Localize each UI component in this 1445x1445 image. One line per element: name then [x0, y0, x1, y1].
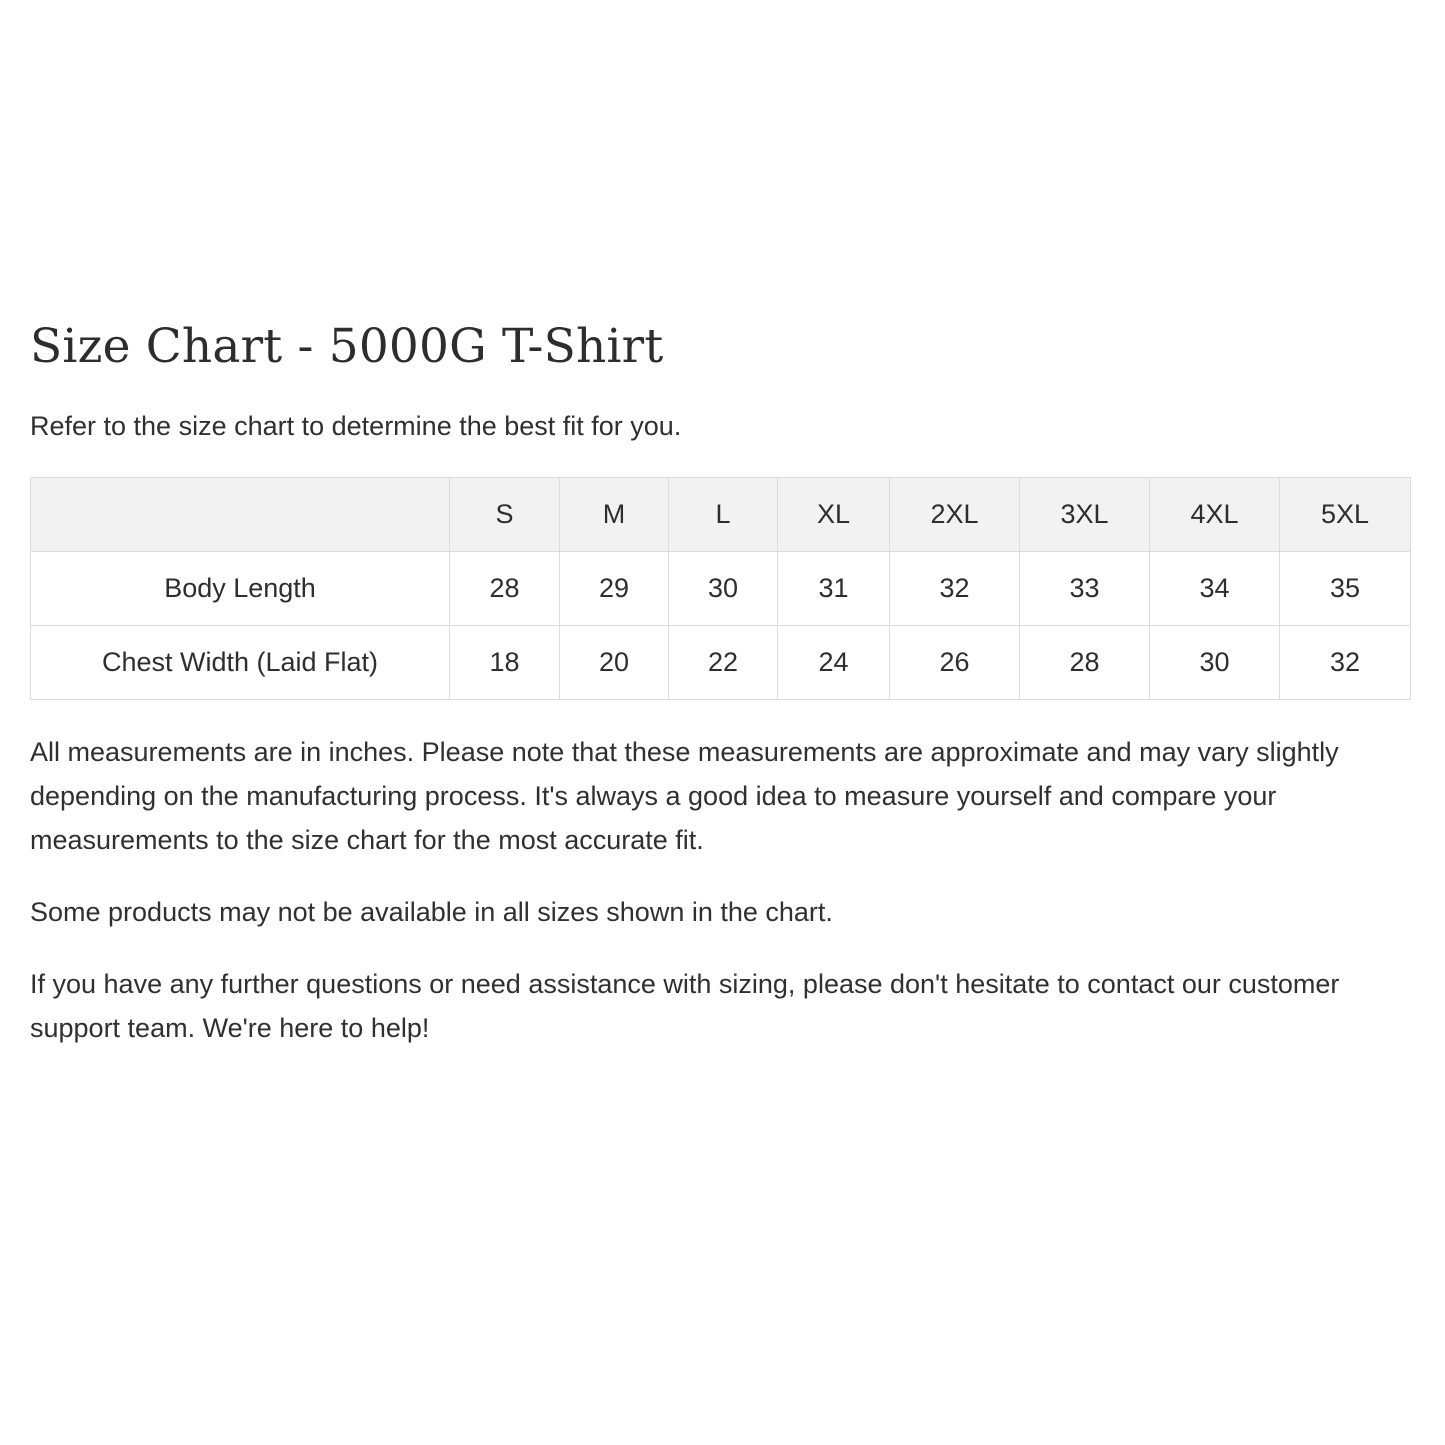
measurements-note: All measurements are in inches. Please note that these measurements are approximate and may vary slightly depending on the manufacturing process. It's always a good idea to measure yourself and compare your measurements to the size chart for the most accurate fit.	[30, 737, 1339, 855]
table-cell: 26	[890, 626, 1020, 700]
table-row-body-length	[31, 552, 1411, 626]
row-label: Chest Width (Laid Flat)	[31, 626, 450, 700]
table-corner-cell	[31, 478, 450, 552]
table-cell: 29	[560, 552, 669, 626]
table-cell: 24	[778, 626, 890, 700]
table-cell: 32	[1280, 626, 1411, 700]
size-header-l: L	[669, 478, 778, 552]
table-cell: 34	[1150, 552, 1280, 626]
size-header-xl: XL	[778, 478, 890, 552]
table-cell: 28	[450, 552, 560, 626]
table-cell: 22	[669, 626, 778, 700]
size-header-3xl: 3XL	[1020, 478, 1150, 552]
size-header-5xl: 5XL	[1280, 478, 1411, 552]
table-cell: 20	[560, 626, 669, 700]
table-row-chest-width	[31, 626, 1411, 700]
table-cell: 35	[1280, 552, 1411, 626]
table-cell: 18	[450, 626, 560, 700]
availability-note: Some products may not be available in all sizes shown in the chart.	[30, 897, 833, 927]
page-title: Size Chart - 5000G T-Shirt	[30, 319, 664, 374]
table-cell: 33	[1020, 552, 1150, 626]
size-header-s: S	[450, 478, 560, 552]
size-header-4xl: 4XL	[1150, 478, 1280, 552]
support-note: If you have any further questions or need assistance with sizing, please don't hesitate to contact our customer support team. We're here to help!	[30, 969, 1340, 1043]
size-table	[30, 477, 1411, 700]
table-header-row	[31, 478, 1411, 552]
row-label: Body Length	[31, 552, 450, 626]
table-cell: 31	[778, 552, 890, 626]
size-chart-content	[30, 316, 1412, 1050]
size-header-2xl: 2XL	[890, 478, 1020, 552]
size-header-m: M	[560, 478, 669, 552]
table-cell: 28	[1020, 626, 1150, 700]
table-cell: 30	[669, 552, 778, 626]
intro-text: Refer to the size chart to determine the best fit for you.	[30, 411, 682, 441]
table-cell: 32	[890, 552, 1020, 626]
table-cell: 30	[1150, 626, 1280, 700]
